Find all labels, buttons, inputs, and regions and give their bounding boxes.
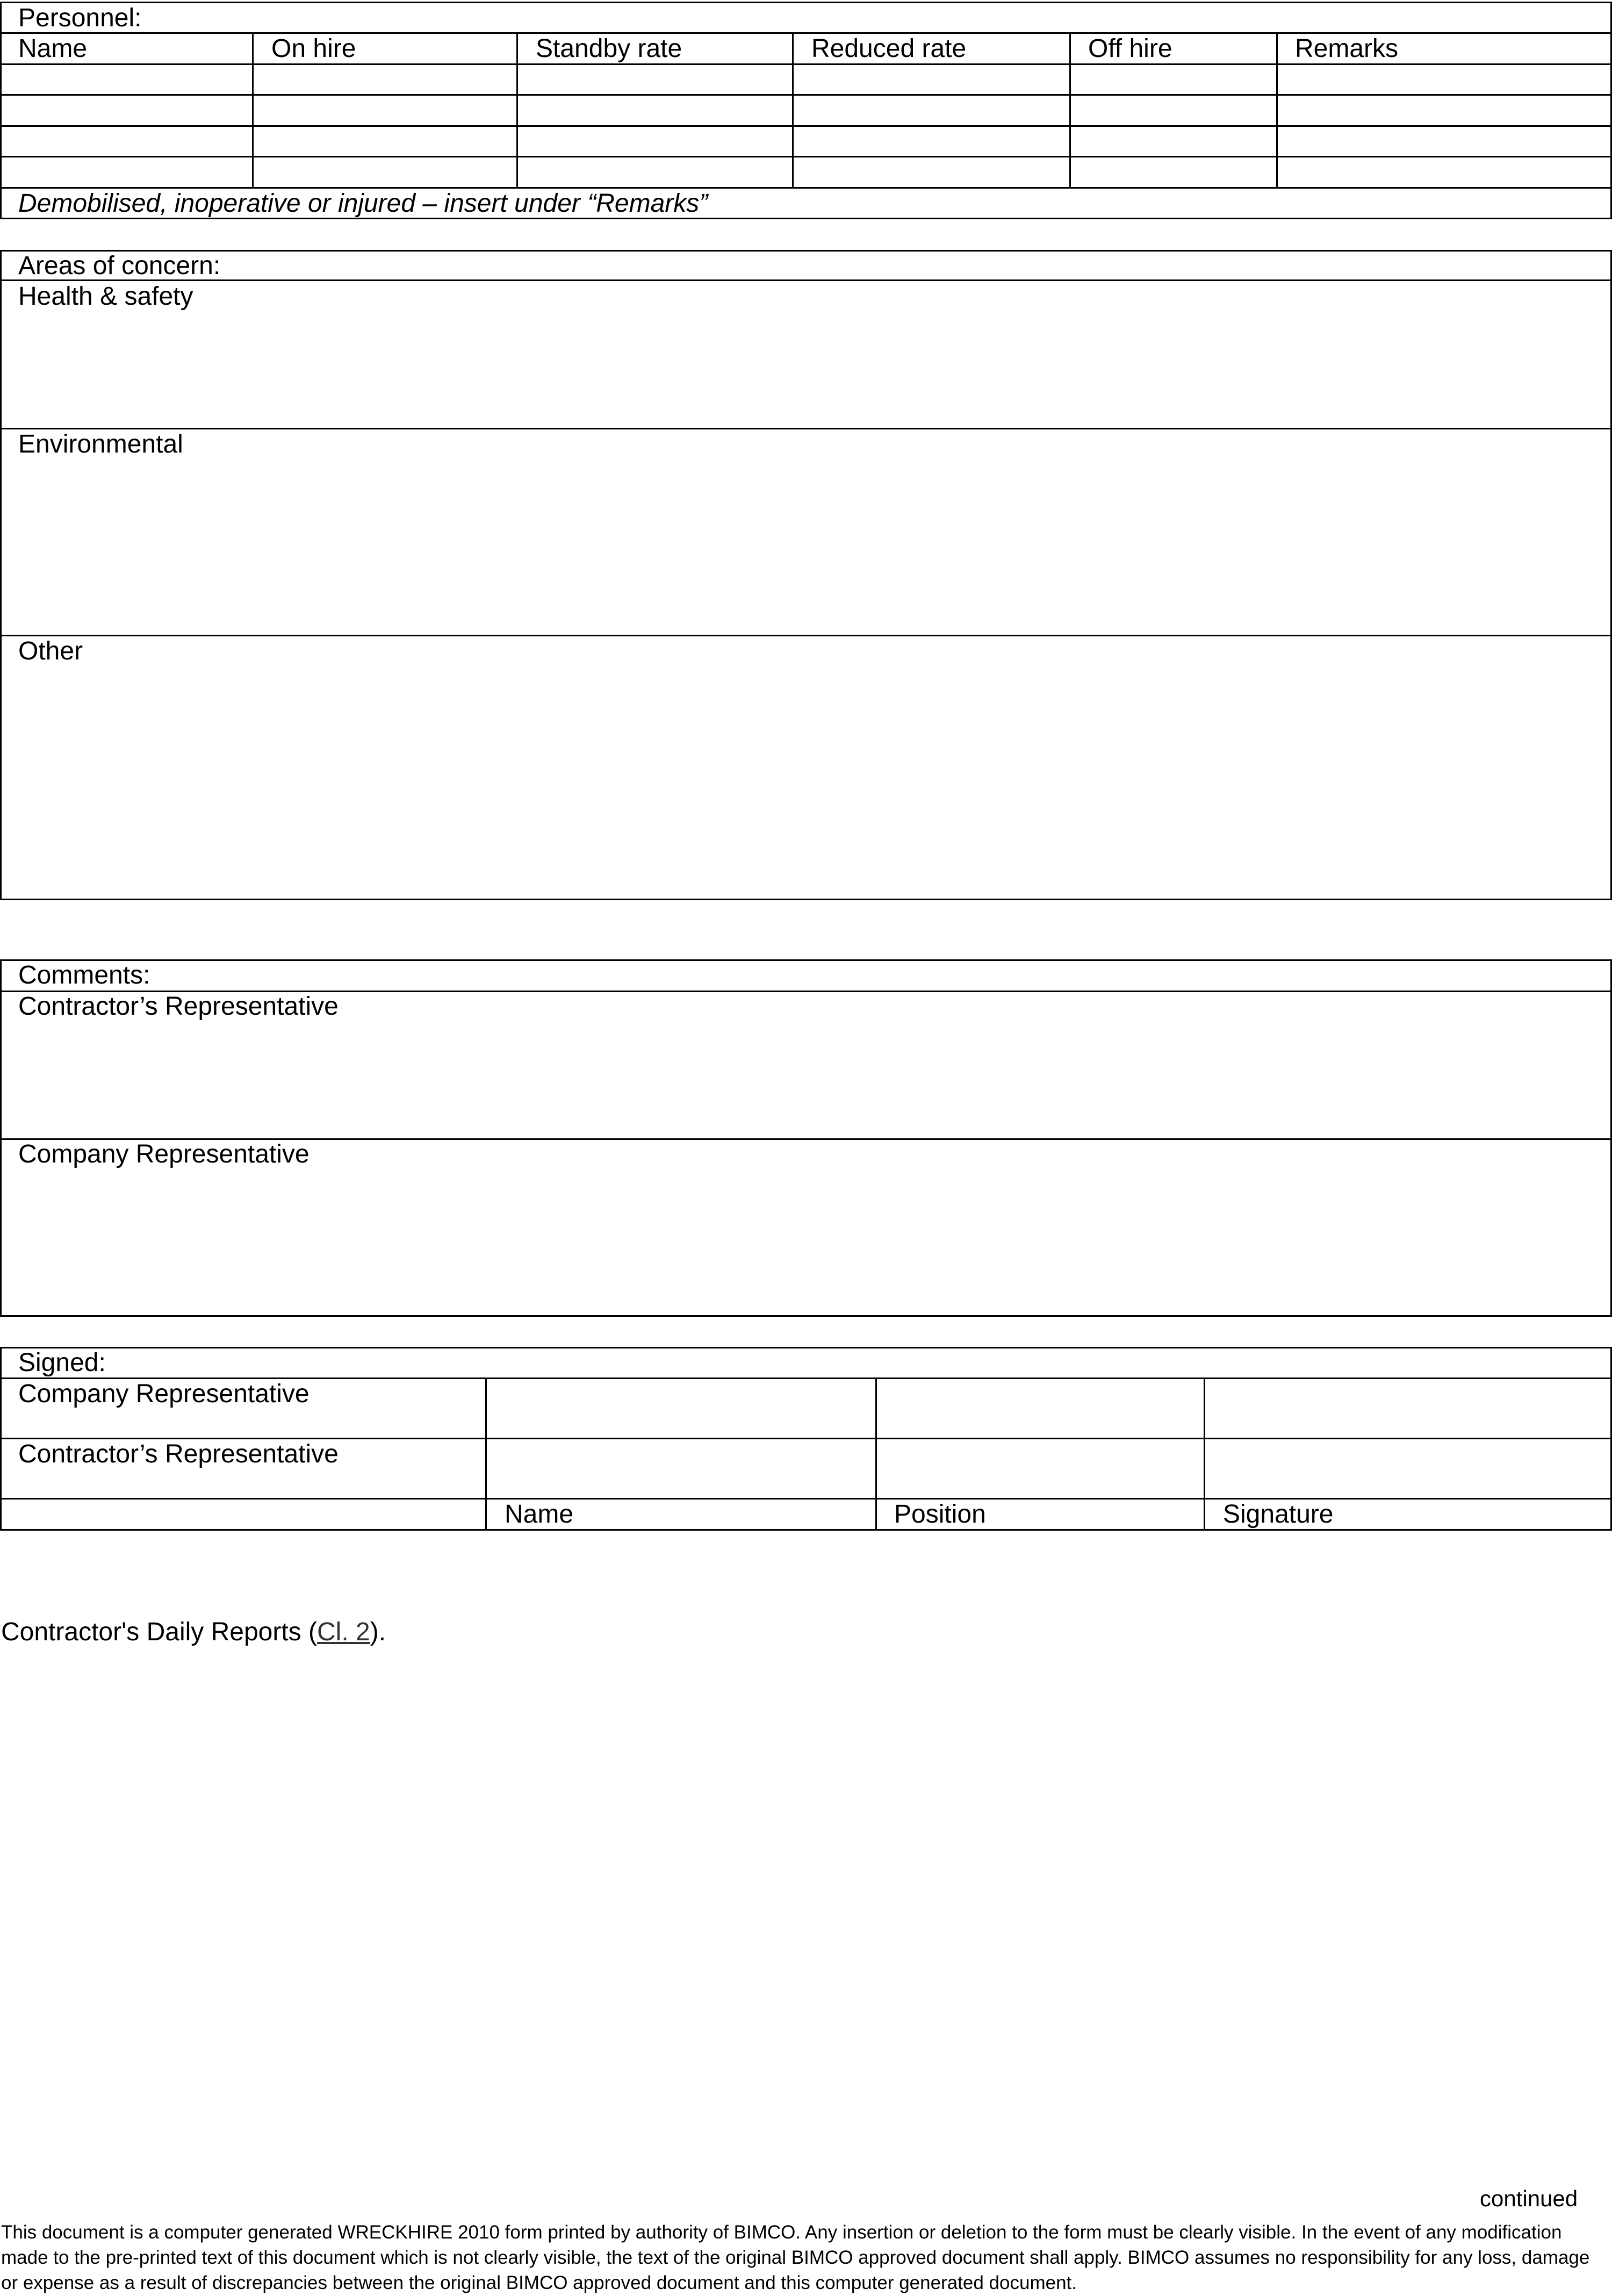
personnel-input-cell[interactable]: [254, 96, 515, 124]
personnel-col-name: Name: [18, 34, 88, 63]
signed-col-signature: Signature: [1223, 1500, 1334, 1529]
personnel-input-cell[interactable]: [1071, 96, 1275, 124]
personnel-input-cell[interactable]: [794, 65, 1068, 93]
personnel-input-cell[interactable]: [2, 96, 251, 124]
signed-heading: Signed:: [18, 1348, 106, 1377]
personnel-input-cell[interactable]: [1278, 65, 1610, 93]
personnel-input-cell[interactable]: [254, 127, 515, 155]
concern-environmental-field[interactable]: [2, 465, 1610, 633]
comments-company-field[interactable]: [2, 1174, 1610, 1314]
signed-col-position: Position: [894, 1500, 986, 1529]
concern-other-field[interactable]: [2, 672, 1610, 898]
form-caption: [1, 1619, 386, 1645]
personnel-input-cell[interactable]: [518, 157, 791, 185]
clause-link[interactable]: Cl. 2: [317, 1618, 370, 1646]
personnel-input-cell[interactable]: [1071, 157, 1275, 185]
personnel-input-cell[interactable]: [2, 157, 251, 185]
personnel-col-on-hire: On hire: [271, 34, 356, 63]
concern-environmental-label: Environmental: [18, 430, 183, 458]
signed-col-name: Name: [505, 1500, 574, 1529]
concern-health-safety-field[interactable]: [2, 317, 1610, 426]
comments-contractor-label: Contractor’s Representative: [18, 992, 339, 1021]
personnel-col-standby-rate: Standby rate: [536, 34, 682, 63]
continued-label: continued: [1480, 2186, 1578, 2211]
personnel-input-cell[interactable]: [1071, 127, 1275, 155]
footer-disclaimer: This document is a computer generated WRECKHIRE 2010 form printed by authority of BIMCO. Any insertion or deletion to the form must be clearly visible. In the event of any modification made to the pre-printed text of this document which is not clearly visible, the text of the original BIMCO approved document shall apply. BIMCO assumes no responsibility for any loss, damage or expense as a result of discrepancies between the original BIMCO approved document and this computer generated document.: [1, 2222, 1590, 2293]
personnel-input-cell[interactable]: [794, 157, 1068, 185]
comments-contractor-field[interactable]: [2, 1027, 1610, 1137]
personnel-col-remarks: Remarks: [1295, 34, 1399, 63]
signed-contractor-rep-label: Contractor’s Representative: [18, 1440, 339, 1468]
personnel-input-cell[interactable]: [254, 65, 515, 93]
signed-company-position-field[interactable]: [877, 1379, 1202, 1437]
personnel-input-cell[interactable]: [1278, 127, 1610, 155]
signed-contractor-name-field[interactable]: [487, 1439, 874, 1497]
concern-other-label: Other: [18, 637, 83, 665]
personnel-input-cell[interactable]: [518, 96, 791, 124]
personnel-input-cell[interactable]: [2, 127, 251, 155]
personnel-input-cell[interactable]: [794, 96, 1068, 124]
personnel-input-cell[interactable]: [1278, 157, 1610, 185]
personnel-col-reduced-rate: Reduced rate: [811, 34, 967, 63]
concerns-heading: Areas of concern:: [18, 252, 221, 280]
signed-contractor-signature-field[interactable]: [1205, 1439, 1610, 1497]
signed-company-signature-field[interactable]: [1205, 1379, 1610, 1437]
caption-prefix: Contractor's Daily Reports (: [1, 1618, 317, 1646]
personnel-input-cell[interactable]: [518, 65, 791, 93]
personnel-input-cell[interactable]: [2, 65, 251, 93]
personnel-input-cell[interactable]: [1071, 65, 1275, 93]
personnel-input-cell[interactable]: [518, 127, 791, 155]
comments-heading: Comments:: [18, 961, 150, 989]
comments-company-label: Company Representative: [18, 1140, 310, 1168]
signed-contractor-position-field[interactable]: [877, 1439, 1202, 1497]
personnel-heading: Personnel:: [18, 4, 142, 32]
signed-company-rep-label: Company Representative: [18, 1380, 310, 1408]
personnel-col-off-hire: Off hire: [1088, 34, 1172, 63]
personnel-input-cell[interactable]: [1278, 96, 1610, 124]
personnel-note: Demobilised, inoperative or injured – insert under “Remarks”: [18, 189, 708, 218]
caption-suffix: ).: [370, 1618, 386, 1646]
signed-company-name-field[interactable]: [487, 1379, 874, 1437]
personnel-input-cell[interactable]: [794, 127, 1068, 155]
personnel-input-cell[interactable]: [254, 157, 515, 185]
concern-health-safety-label: Health & safety: [18, 282, 193, 311]
